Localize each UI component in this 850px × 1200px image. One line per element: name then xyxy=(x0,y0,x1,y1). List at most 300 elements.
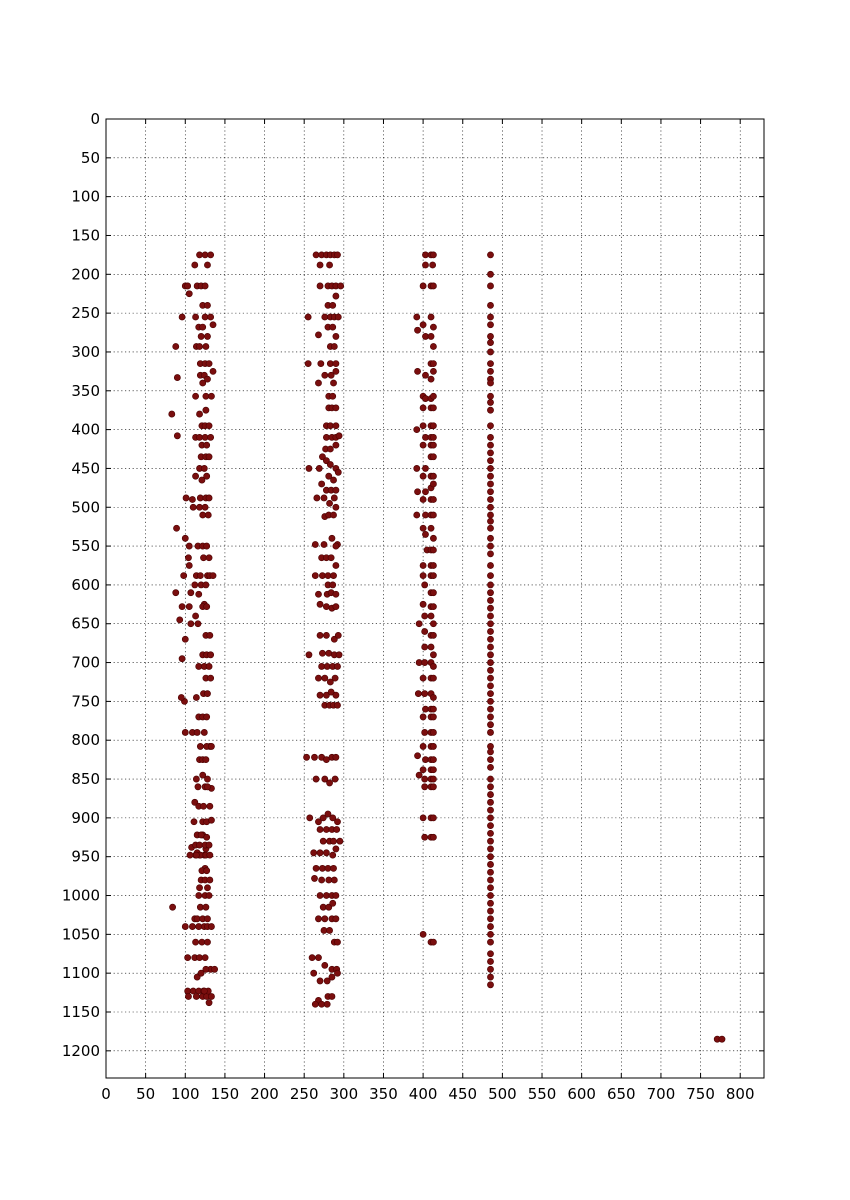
data-point xyxy=(428,644,434,650)
data-point xyxy=(185,555,191,561)
data-point xyxy=(430,834,436,840)
data-point xyxy=(487,543,493,549)
data-point xyxy=(487,349,493,355)
data-point xyxy=(330,572,336,578)
data-point xyxy=(430,663,436,669)
data-point xyxy=(326,780,332,786)
y-tick-label: 800 xyxy=(71,731,100,750)
data-point xyxy=(196,885,202,891)
data-point xyxy=(203,757,209,763)
data-point xyxy=(204,714,210,720)
x-tick-label: 650 xyxy=(606,1085,636,1103)
data-point xyxy=(422,644,428,650)
data-point xyxy=(487,683,493,689)
data-point xyxy=(317,892,323,898)
data-point xyxy=(430,621,436,627)
data-point xyxy=(192,613,198,619)
data-point xyxy=(191,819,197,825)
data-point xyxy=(487,551,493,557)
data-point xyxy=(330,512,336,518)
data-point xyxy=(422,628,428,634)
x-tick-label: 300 xyxy=(329,1085,359,1103)
data-point xyxy=(189,496,195,502)
data-point xyxy=(317,601,323,607)
data-point xyxy=(333,892,339,898)
x-tick-label: 0 xyxy=(101,1085,111,1103)
data-point xyxy=(333,754,339,760)
x-axis-tick-labels xyxy=(101,1085,754,1103)
y-tick-label: 50 xyxy=(80,148,100,167)
data-point xyxy=(487,854,493,860)
data-point xyxy=(487,714,493,720)
data-point xyxy=(430,729,436,735)
y-tick-label: 250 xyxy=(71,304,100,323)
data-point xyxy=(487,846,493,852)
data-point xyxy=(420,767,426,773)
data-point xyxy=(334,252,340,258)
data-point xyxy=(420,572,426,578)
data-point xyxy=(430,423,436,429)
data-point xyxy=(430,784,436,790)
data-point xyxy=(420,405,426,411)
data-point xyxy=(487,380,493,386)
x-tick-label: 200 xyxy=(250,1085,279,1103)
data-point xyxy=(201,465,207,471)
data-point xyxy=(206,1000,212,1006)
data-point xyxy=(207,632,213,638)
data-point xyxy=(311,970,317,976)
data-point xyxy=(206,555,212,561)
data-point xyxy=(430,572,436,578)
data-point xyxy=(187,852,193,858)
data-point xyxy=(335,469,341,475)
data-point xyxy=(202,283,208,289)
data-point xyxy=(326,650,332,656)
data-point xyxy=(420,322,426,328)
x-tick-label: 150 xyxy=(210,1085,240,1103)
data-point xyxy=(487,496,493,502)
data-point xyxy=(208,743,214,749)
data-point xyxy=(305,361,311,367)
data-point xyxy=(487,764,493,770)
data-point xyxy=(204,442,210,448)
data-point xyxy=(321,495,327,501)
data-point xyxy=(203,343,209,349)
data-point xyxy=(420,931,426,937)
data-point xyxy=(430,343,436,349)
data-point xyxy=(181,572,187,578)
data-point xyxy=(430,324,436,330)
data-point xyxy=(428,613,434,619)
data-point xyxy=(203,966,209,972)
data-point xyxy=(487,799,493,805)
data-point xyxy=(317,632,323,638)
data-point xyxy=(335,632,341,638)
data-point xyxy=(333,405,339,411)
y-tick-label: 0 xyxy=(90,110,100,128)
data-point xyxy=(210,322,216,328)
data-point xyxy=(487,613,493,619)
data-point xyxy=(487,815,493,821)
data-point xyxy=(487,605,493,611)
data-point xyxy=(317,283,323,289)
y-tick-label: 400 xyxy=(71,420,100,439)
data-point xyxy=(430,590,436,596)
data-point xyxy=(329,535,335,541)
data-point xyxy=(208,923,214,929)
data-point xyxy=(487,399,493,405)
data-point xyxy=(487,590,493,596)
data-point xyxy=(487,322,493,328)
data-point xyxy=(206,663,212,669)
data-point xyxy=(487,784,493,790)
data-point xyxy=(190,504,196,510)
data-point xyxy=(330,852,336,858)
data-point xyxy=(422,659,428,665)
data-point xyxy=(192,473,198,479)
data-point xyxy=(487,776,493,782)
data-point xyxy=(414,314,420,320)
data-point xyxy=(327,461,333,467)
data-point xyxy=(204,604,210,610)
data-point xyxy=(487,393,493,399)
x-tick-label: 100 xyxy=(170,1085,200,1103)
data-point xyxy=(331,495,337,501)
data-point xyxy=(487,923,493,929)
data-point xyxy=(318,361,324,367)
data-point xyxy=(196,892,202,898)
data-point xyxy=(487,504,493,510)
data-point xyxy=(185,283,191,289)
data-point xyxy=(420,601,426,607)
data-point xyxy=(200,324,206,330)
data-point xyxy=(323,604,329,610)
data-point xyxy=(188,621,194,627)
data-point xyxy=(183,495,189,501)
data-point xyxy=(197,743,203,749)
data-point xyxy=(311,875,317,881)
data-point xyxy=(329,993,335,999)
data-point xyxy=(719,1036,725,1042)
data-point xyxy=(193,694,199,700)
y-tick-label: 1100 xyxy=(61,964,100,983)
y-tick-label: 900 xyxy=(71,808,100,827)
y-tick-label: 450 xyxy=(71,459,100,478)
data-point xyxy=(420,743,426,749)
data-point xyxy=(198,333,204,339)
data-point xyxy=(487,966,493,972)
data-point xyxy=(208,675,214,681)
data-point xyxy=(333,543,339,549)
data-point xyxy=(322,916,328,922)
data-point xyxy=(416,772,422,778)
data-point xyxy=(332,675,338,681)
data-point xyxy=(316,465,322,471)
data-point xyxy=(430,393,436,399)
data-point xyxy=(487,706,493,712)
x-tick-label: 50 xyxy=(136,1085,156,1103)
x-tick-label: 750 xyxy=(686,1085,715,1103)
data-point xyxy=(487,749,493,755)
data-point xyxy=(333,293,339,299)
data-point xyxy=(420,525,426,531)
data-point xyxy=(430,675,436,681)
data-point xyxy=(194,729,200,735)
data-point xyxy=(192,393,198,399)
data-point xyxy=(204,333,210,339)
data-point xyxy=(204,784,210,790)
data-point xyxy=(193,776,199,782)
data-point xyxy=(204,262,210,268)
data-point xyxy=(487,525,493,531)
data-point xyxy=(330,477,336,483)
data-point xyxy=(204,473,210,479)
data-point xyxy=(422,531,428,537)
data-point xyxy=(338,283,344,289)
data-point xyxy=(430,815,436,821)
data-point xyxy=(206,454,212,460)
data-point xyxy=(487,757,493,763)
data-point xyxy=(306,465,312,471)
data-point xyxy=(204,885,210,891)
data-point xyxy=(487,939,493,945)
data-point xyxy=(420,714,426,720)
data-point xyxy=(416,621,422,627)
data-point xyxy=(196,343,202,349)
data-point xyxy=(330,380,336,386)
data-point xyxy=(333,368,339,374)
data-point xyxy=(179,656,185,662)
data-point xyxy=(420,283,426,289)
data-point xyxy=(206,842,212,848)
data-point xyxy=(422,372,428,378)
data-point xyxy=(182,535,188,541)
data-point xyxy=(487,791,493,797)
data-point xyxy=(326,262,332,268)
data-point xyxy=(179,604,185,610)
data-point xyxy=(189,923,195,929)
data-point xyxy=(430,512,436,518)
data-point xyxy=(420,562,426,568)
data-point xyxy=(315,380,321,386)
data-point xyxy=(487,722,493,728)
data-point xyxy=(322,675,328,681)
data-point xyxy=(430,632,436,638)
data-point xyxy=(323,850,329,856)
data-point xyxy=(420,473,426,479)
data-point xyxy=(328,555,334,561)
data-point xyxy=(315,332,321,338)
y-tick-label: 700 xyxy=(71,653,100,672)
data-point xyxy=(312,1001,318,1007)
data-point xyxy=(324,1001,330,1007)
y-tick-label: 100 xyxy=(71,187,100,206)
data-point xyxy=(334,826,340,832)
data-point xyxy=(428,314,434,320)
data-point xyxy=(487,892,493,898)
data-point xyxy=(332,776,338,782)
data-point xyxy=(204,691,210,697)
data-point xyxy=(193,852,199,858)
data-point xyxy=(178,694,184,700)
data-point xyxy=(169,411,175,417)
data-point xyxy=(330,838,336,844)
data-point xyxy=(420,496,426,502)
data-point xyxy=(208,652,214,658)
data-point xyxy=(487,489,493,495)
data-point xyxy=(487,450,493,456)
data-point xyxy=(487,931,493,937)
data-point xyxy=(487,982,493,988)
y-tick-label: 1050 xyxy=(61,925,100,944)
x-tick-label: 350 xyxy=(369,1085,398,1103)
data-point xyxy=(208,314,214,320)
data-point xyxy=(487,900,493,906)
data-point xyxy=(487,361,493,367)
data-point xyxy=(414,465,420,471)
data-point xyxy=(430,562,436,568)
data-point xyxy=(487,628,493,634)
data-point xyxy=(487,283,493,289)
data-point xyxy=(430,434,436,440)
y-tick-label: 600 xyxy=(71,575,100,594)
data-point xyxy=(186,562,192,568)
data-point xyxy=(204,916,210,922)
data-point xyxy=(312,572,318,578)
data-point xyxy=(414,427,420,433)
data-point xyxy=(208,817,214,823)
data-point xyxy=(422,691,428,697)
data-point xyxy=(487,582,493,588)
data-point xyxy=(197,572,203,578)
data-point xyxy=(337,838,343,844)
data-point xyxy=(430,252,436,258)
data-point xyxy=(206,892,212,898)
data-point xyxy=(333,562,339,568)
data-point xyxy=(330,302,336,308)
data-point xyxy=(430,405,436,411)
data-point xyxy=(422,776,428,782)
data-point xyxy=(311,850,317,856)
data-point xyxy=(487,518,493,524)
data-point xyxy=(333,361,339,367)
data-point xyxy=(182,923,188,929)
data-point xyxy=(414,753,420,759)
data-point xyxy=(204,939,210,945)
data-point xyxy=(430,939,436,945)
data-point xyxy=(307,815,313,821)
data-point xyxy=(330,900,336,906)
data-point xyxy=(315,955,321,961)
data-point xyxy=(204,376,210,382)
data-point xyxy=(205,512,211,518)
data-point xyxy=(430,714,436,720)
data-point xyxy=(430,547,436,553)
data-point xyxy=(430,262,436,268)
data-point xyxy=(208,252,214,258)
data-point xyxy=(430,361,436,367)
data-point xyxy=(487,807,493,813)
data-point xyxy=(333,423,339,429)
data-point xyxy=(487,407,493,413)
data-point xyxy=(422,834,428,840)
data-point xyxy=(430,481,436,487)
y-tick-label: 150 xyxy=(71,226,100,245)
data-point xyxy=(420,675,426,681)
data-point xyxy=(430,706,436,712)
data-point xyxy=(317,692,323,698)
data-point xyxy=(309,955,315,961)
data-point xyxy=(334,702,340,708)
series-outlier xyxy=(714,1036,725,1042)
data-point xyxy=(487,908,493,914)
data-point xyxy=(200,803,206,809)
data-point xyxy=(487,644,493,650)
data-point xyxy=(196,411,202,417)
data-point xyxy=(319,650,325,656)
data-point xyxy=(487,458,493,464)
data-point xyxy=(315,916,321,922)
data-point xyxy=(315,675,321,681)
data-point xyxy=(322,962,328,968)
data-point xyxy=(335,314,341,320)
data-point xyxy=(204,302,210,308)
data-point xyxy=(203,582,209,588)
data-point xyxy=(312,541,318,547)
data-point xyxy=(334,663,340,669)
data-point xyxy=(204,543,210,549)
data-point xyxy=(487,869,493,875)
data-point xyxy=(331,877,337,883)
x-tick-label: 700 xyxy=(646,1085,676,1103)
data-point xyxy=(414,512,420,518)
data-point xyxy=(428,376,434,382)
data-point xyxy=(329,974,335,980)
data-point xyxy=(202,955,208,961)
data-point xyxy=(306,652,312,658)
data-point xyxy=(208,393,214,399)
data-point xyxy=(487,423,493,429)
data-point xyxy=(487,465,493,471)
data-point xyxy=(317,262,323,268)
data-point xyxy=(192,314,198,320)
data-point xyxy=(207,852,213,858)
data-point xyxy=(430,776,436,782)
data-point xyxy=(333,504,339,510)
data-point xyxy=(420,442,426,448)
data-point xyxy=(487,434,493,440)
data-point xyxy=(210,368,216,374)
data-point xyxy=(330,393,336,399)
x-tick-label: 600 xyxy=(567,1085,596,1103)
data-point xyxy=(319,481,325,487)
data-point xyxy=(201,729,207,735)
data-point xyxy=(422,784,428,790)
data-point xyxy=(317,978,323,984)
data-point xyxy=(333,591,339,597)
y-tick-label: 200 xyxy=(71,265,100,284)
data-point xyxy=(487,877,493,883)
data-point xyxy=(487,481,493,487)
data-point xyxy=(487,302,493,308)
data-point xyxy=(208,993,214,999)
data-point xyxy=(336,433,342,439)
data-point xyxy=(487,729,493,735)
data-point xyxy=(487,314,493,320)
data-point xyxy=(206,423,212,429)
data-point xyxy=(414,368,420,374)
data-point xyxy=(487,333,493,339)
